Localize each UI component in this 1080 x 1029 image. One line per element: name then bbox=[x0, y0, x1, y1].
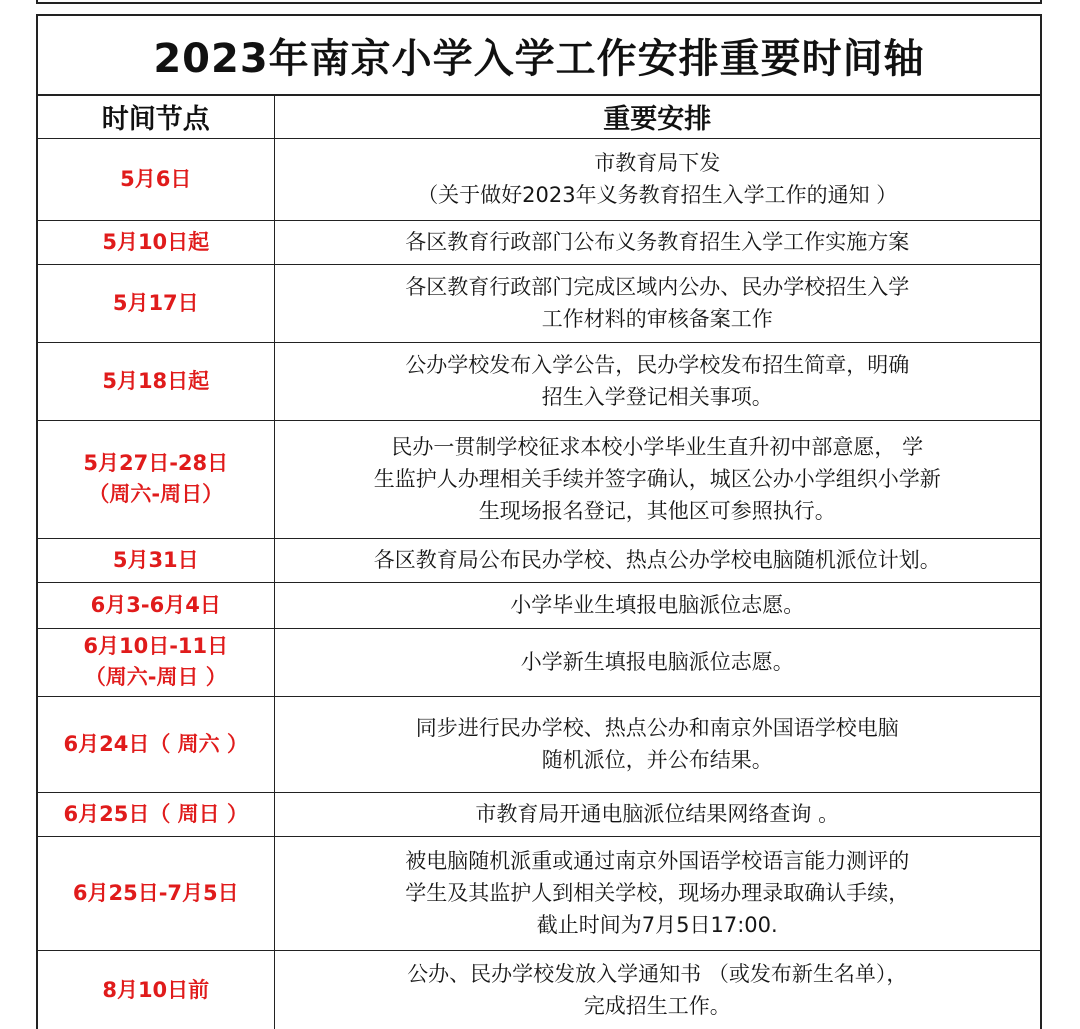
timeline-table bbox=[38, 96, 1040, 1029]
task-cell: 各区教育行政部门公布义务教育招生入学工作实施方案 bbox=[274, 220, 1040, 264]
table-row bbox=[38, 420, 1040, 538]
page-title: 2023年南京小学入学工作安排重要时间轴 bbox=[38, 16, 1040, 96]
table-row bbox=[38, 582, 1040, 628]
date-cell: 5月31日 bbox=[38, 538, 274, 582]
task-cell: 同步进行民办学校、热点公办和南京外国语学校电脑 随机派位，并公布结果。 bbox=[274, 696, 1040, 792]
table-row bbox=[38, 220, 1040, 264]
date-cell: 6月25日（ 周日 ） bbox=[38, 792, 274, 836]
table-row bbox=[38, 538, 1040, 582]
task-cell: 市教育局下发 （关于做好2023年义务教育招生入学工作的通知 ） bbox=[274, 138, 1040, 220]
timeline-table-frame bbox=[36, 14, 1042, 1029]
table-row bbox=[38, 792, 1040, 836]
date-cell: 6月3-6月4日 bbox=[38, 582, 274, 628]
task-cell: 被电脑随机派重或通过南京外国语学校语言能力测评的 学生及其监护人到相关学校，现场办理录取确认手续， 截止时间为7月5日17:00. bbox=[274, 836, 1040, 950]
date-cell: 5月27日-28日 （周六-周日） bbox=[38, 420, 274, 538]
task-cell: 小学新生填报电脑派位志愿。 bbox=[274, 628, 1040, 696]
header-row bbox=[38, 96, 1040, 138]
table-row bbox=[38, 950, 1040, 1029]
date-cell: 8月10日前 bbox=[38, 950, 274, 1029]
task-cell: 民办一贯制学校征求本校小学毕业生直升初中部意愿， 学 生监护人办理相关手续并签字确认，城区公办小学组织小学新 生现场报名登记，其他区可参照执行。 bbox=[274, 420, 1040, 538]
table-row bbox=[38, 264, 1040, 342]
header-arrangement: 重要安排 bbox=[274, 96, 1040, 138]
table-row bbox=[38, 628, 1040, 696]
task-cell: 各区教育局公布民办学校、热点公办学校电脑随机派位计划。 bbox=[274, 538, 1040, 582]
date-cell: 5月6日 bbox=[38, 138, 274, 220]
date-cell: 6月25日-7月5日 bbox=[38, 836, 274, 950]
task-cell: 小学毕业生填报电脑派位志愿。 bbox=[274, 582, 1040, 628]
table-row bbox=[38, 342, 1040, 420]
date-cell: 5月10日起 bbox=[38, 220, 274, 264]
task-cell: 公办学校发布入学公告，民办学校发布招生简章，明确 招生入学登记相关事项。 bbox=[274, 342, 1040, 420]
table-row bbox=[38, 836, 1040, 950]
task-cell: 各区教育行政部门完成区域内公办、民办学校招生入学 工作材料的审核备案工作 bbox=[274, 264, 1040, 342]
header-time: 时间节点 bbox=[38, 96, 274, 138]
table-row bbox=[38, 696, 1040, 792]
top-rule bbox=[36, 0, 1042, 4]
date-cell: 5月17日 bbox=[38, 264, 274, 342]
date-cell: 6月24日（ 周六 ） bbox=[38, 696, 274, 792]
table-row bbox=[38, 138, 1040, 220]
task-cell: 公办、民办学校发放入学通知书 （或发布新生名单）， 完成招生工作。 bbox=[274, 950, 1040, 1029]
date-cell: 6月10日-11日 （周六-周日 ） bbox=[38, 628, 274, 696]
task-cell: 市教育局开通电脑派位结果网络查询 。 bbox=[274, 792, 1040, 836]
date-cell: 5月18日起 bbox=[38, 342, 274, 420]
